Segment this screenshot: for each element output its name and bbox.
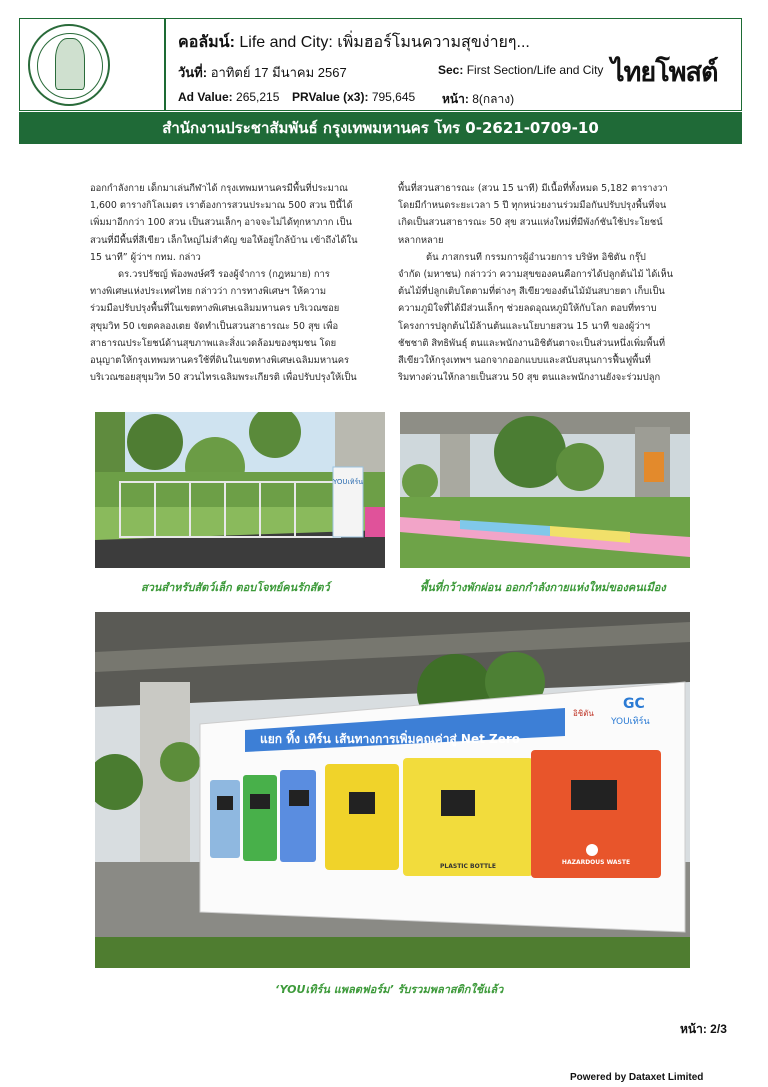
article-column-left: [90, 180, 390, 386]
pr-label: PRValue (x3):: [292, 90, 369, 104]
column-title: Life and City: เพิ่มฮอร์โมนความสุขง่ายๆ...: [239, 34, 530, 51]
ad-value-line: [178, 90, 279, 104]
article-line: เกิดเป็นสวนสาธารณะ 50 สุข สวนแห่งใหม่ที่มีพังก์ชันใช้ประโยชน์: [398, 217, 663, 229]
article-line: ต้น ภาสกรนที กรรมการผู้อำนวยการ บริษัท อิชิตัน กรุ๊ป: [426, 251, 646, 263]
caption-youturn: ‘YOUเทิร์น แพลตฟอร์ม’ รับรวมพลาสติกใช้แล้ว: [275, 983, 504, 996]
article-line: หลากหลาย: [398, 234, 444, 246]
article-line: สวนที่มีพื้นที่สีเขียว เล็กใหญ่ไม่สำคัญ ขอให้อยู่ใกล้บ้าน เข้าถึงได้ใน: [90, 234, 358, 246]
bma-seal-logo: [28, 24, 110, 106]
page-number: หน้า: 2/3: [680, 1022, 727, 1036]
caption-pet-park: สวนสำหรับสัตว์เล็ก ตอบโจทย์คนรักสัตว์: [141, 581, 330, 594]
column-label: คอลัมน์:: [178, 34, 235, 51]
thaipost-logo: ไทยโพสต์: [611, 57, 718, 88]
article-line: ความภูมิใจที่ได้มีส่วนเล็กๆ ช่วยลดอุณหภูมิให้กับโลก ตอบที่ทราบ: [398, 303, 657, 315]
board-brand-youturn: YOUเทิร์น: [611, 717, 650, 727]
article-line: 15 นาที” ผู้ว่าฯ กทม. กล่าว: [90, 251, 201, 263]
article-line: สีเขียวให้กรุงเทพฯ นอกจากออกแบบและสนับสนุนการฟื้นฟูพื้นที่: [398, 355, 651, 367]
photo-open-space: [400, 412, 690, 568]
header-divider: [164, 18, 166, 111]
board-brand-ichitan: อิชิตัน: [573, 709, 594, 718]
section-line: [438, 63, 603, 77]
ad-value: 265,215: [236, 90, 280, 104]
article-line: โครงการปลูกต้นไม้ล้านต้นและนโยบายสวน 15 นาที ของผู้ว่าฯ: [398, 320, 651, 332]
article-line: โดยมีกำหนดระยะเวลา 5 ปี ทุกหน่วยงานร่วมมือกันปรับปรุงพื้นที่จน: [398, 200, 667, 212]
article-line: บริเวณซอยสุขุมวิท 50 สวนไทรเฉลิมพระเกียรติ เพื่อปรับปรุงให้เป็น: [90, 372, 357, 384]
article-line: จำกัด (มหาชน) กล่าวว่า ความสุขของคนคือการได้ปลูกต้นไม้ ได้เห็น: [398, 269, 674, 281]
sign-label: YOUเทิร์น: [332, 478, 364, 486]
date-label: วันที่:: [178, 65, 208, 80]
contact-band: สำนักงานประชาสัมพันธ์ กรุงเทพมหานคร โทร 0-2621-0709-10: [19, 112, 742, 144]
article-line: ทางพิเศษแห่งประเทศไทย กล่าวว่า การทางพิเศษฯ ให้ความ: [90, 286, 327, 298]
sec-value: First Section/Life and City: [466, 63, 604, 77]
bin-hazardous-label: HAZARDOUS WASTE: [561, 859, 631, 866]
pr-value-line: [292, 90, 415, 104]
article-line: ต้นไม้ที่ปลูกเติบโตตามที่ต่างๆ สีเขียวของต้นไม้มันสบายตา เก็บเป็น: [398, 286, 665, 298]
photo-pet-park: [95, 412, 385, 568]
article-line: อนุญาตให้กรุงเทพมหานครใช้ที่ดินในเขตทางพิเศษเฉลิมมหานคร: [90, 355, 350, 367]
photo-youturn-platform: [95, 612, 690, 968]
board-banner-text: แยก ทิ้ง เทิร์น เส้นทางการเพิ่มคุณค่าสู่ Net Zero: [260, 732, 521, 746]
article-column-right: [398, 180, 690, 386]
page-value: 8(กลาง): [472, 92, 515, 106]
article-line: ชัชชาติ สิทธิพันธุ์ ตนและพนักงานอิชิตันตาจะเป็นส่วนหนึ่งเพิ่มพื้นที่: [398, 337, 665, 349]
article-line: เพิ่มมาอีกกว่า 100 สวน เป็นสวนเล็กๆ อาจจะไม่ได้ทุกหาภาก เป็น: [90, 217, 352, 229]
column-line: [178, 30, 530, 55]
article-line: ริมทางด่วนให้กลายเป็นสวน 50 สุข ตนและพนักงานยังจะร่วมปลูก: [398, 372, 661, 384]
article-line: สาธารณประโยชน์ด้านสุขภาพและสิ่งแวดล้อมของชุมชน โดย: [90, 337, 337, 349]
article-line: 1,600 ตารางกิโลเมตร เราต้องการสวนประมาณ 500 สวน ปีนี้ได้: [90, 200, 353, 212]
article-line: ดร.วรปรัชญ์ พ้องพงษ์ศรี รองผู้จำการ (กฎหมาย) การ: [118, 269, 330, 281]
ad-label: Ad Value:: [178, 90, 233, 104]
page-line: [442, 90, 514, 109]
sec-label: Sec:: [438, 63, 464, 77]
article-line: ร่วมมือปรับปรุงพื้นที่ในเขตทางพิเศษเฉลิมมหานคร บริเวณซอย: [90, 303, 340, 315]
board-brand-gc: GC: [623, 696, 645, 712]
bin-plastic-label: PLASTIC BOTTLE: [440, 863, 496, 870]
date-line: [178, 62, 347, 83]
caption-open-space: พื้นที่กว้างพักผ่อน ออกกำลังกายแห่งใหม่ของคนเมือง: [420, 581, 666, 594]
article-line: พื้นที่สวนสาธารณะ (สวน 15 นาที) มีเนื้อที่ทั้งหมด 5,182 ตารางวา: [398, 183, 668, 194]
page-label: หน้า:: [442, 92, 469, 106]
article-line: ออกกำลังกาย เด็กมาเล่นกีฬาได้ กรุงเทพมหานครมีพื้นที่ประมาณ: [90, 183, 348, 194]
powered-by: Powered by Dataxet Limited: [570, 1072, 704, 1083]
article-line: สุขุมวิท 50 เขตคลองเตย จัดทำเป็นสวนสาธารณะ 50 สุข เพื่อ: [90, 320, 339, 332]
date-value: อาทิตย์ 17 มีนาคม 2567: [210, 65, 347, 80]
pr-value: 795,645: [371, 90, 416, 104]
